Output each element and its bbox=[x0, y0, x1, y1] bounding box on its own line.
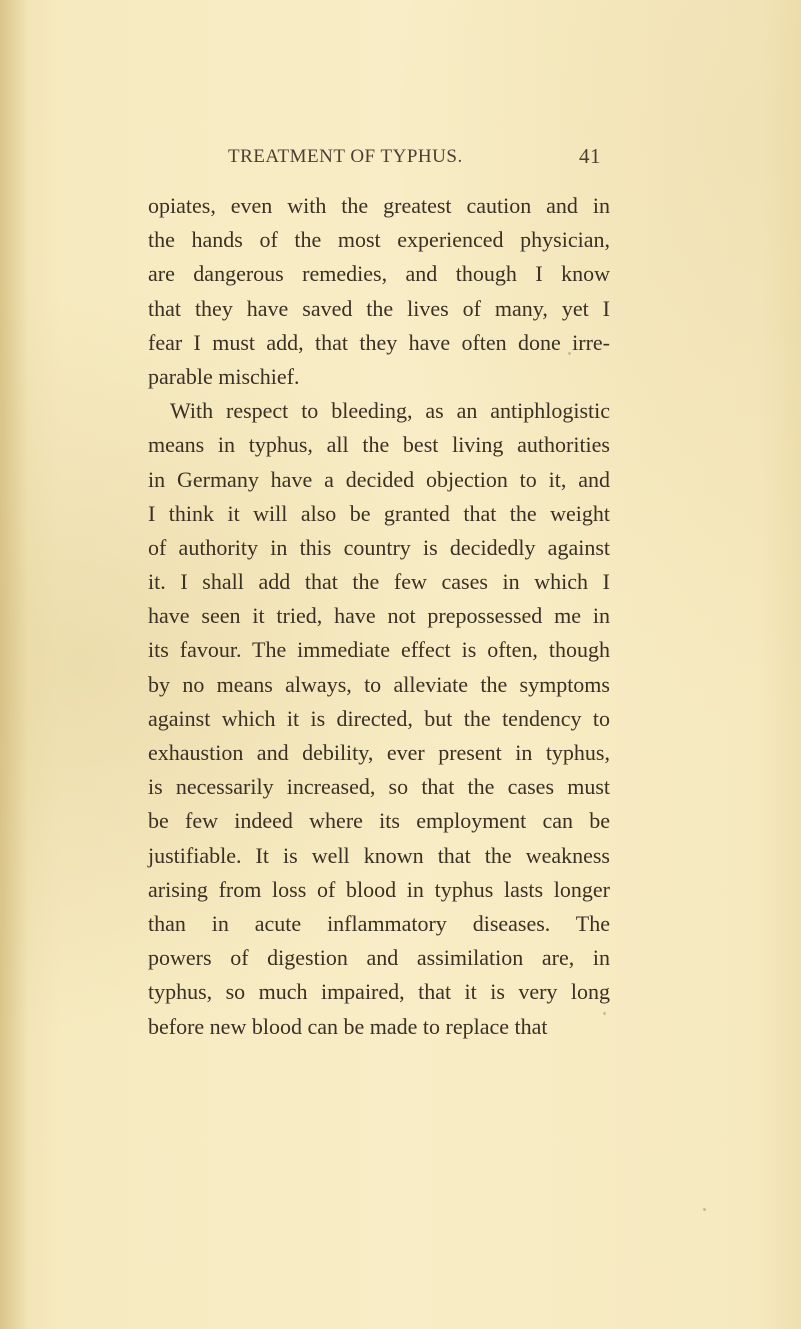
text-line: means in typhus, all the best living authorities bbox=[148, 432, 610, 458]
text-line: opiates, even with the greatest caution and in bbox=[148, 193, 610, 218]
text-line: than in acute inflammatory diseases. The bbox=[148, 910, 610, 936]
paper-speck bbox=[568, 352, 571, 355]
text-line: be few indeed where its employment can be bbox=[148, 808, 610, 834]
text-line: that they have saved the lives of many, yet I bbox=[148, 295, 610, 321]
paper-speck bbox=[603, 1012, 606, 1015]
paper-speck bbox=[703, 1208, 706, 1211]
text-line: in Germany have a decided objection to it, and bbox=[148, 466, 610, 492]
text-line: before new blood can be made to replace that bbox=[148, 1013, 548, 1039]
running-head bbox=[228, 146, 601, 176]
text-line: exhaustion and debility, ever present in typhus, bbox=[148, 740, 610, 765]
text-line: powers of digestion and assimilation are, in bbox=[148, 945, 610, 971]
text-line: against which it is directed, but the tendency to bbox=[148, 705, 610, 731]
text-line: it. I shall add that the few cases in which I bbox=[148, 569, 610, 595]
text-line: are dangerous remedies, and though I know bbox=[148, 261, 610, 287]
body-text bbox=[148, 189, 610, 1044]
text-line: I think it will also be granted that the weight bbox=[148, 500, 610, 526]
text-line: its favour. The immediate effect is often, though bbox=[148, 637, 610, 663]
text-line: parable mischief. bbox=[148, 363, 300, 389]
text-line: With respect to bleeding, as an antiphlogistic bbox=[170, 398, 610, 424]
text-line: of authority in this country is decidedly against bbox=[148, 534, 610, 560]
text-line: justifiable. It is well known that the weakness bbox=[148, 842, 610, 868]
text-line: fear I must add, that they have often done irre- bbox=[148, 329, 610, 355]
running-title: TREATMENT OF TYPHUS. bbox=[228, 146, 463, 167]
text-line: the hands of the most experienced physician, bbox=[148, 227, 610, 253]
text-line: have seen it tried, have not prepossessed me in bbox=[148, 603, 610, 629]
text-line: by no means always, to alleviate the symptoms bbox=[148, 671, 610, 697]
text-line: arising from loss of blood in typhus lasts longer bbox=[148, 876, 610, 902]
text-line: is necessarily increased, so that the cases must bbox=[148, 774, 610, 800]
page-number: 41 bbox=[579, 144, 601, 168]
text-line: typhus, so much impaired, that it is very long bbox=[148, 979, 610, 1005]
page-gutter-shadow bbox=[0, 0, 28, 1329]
